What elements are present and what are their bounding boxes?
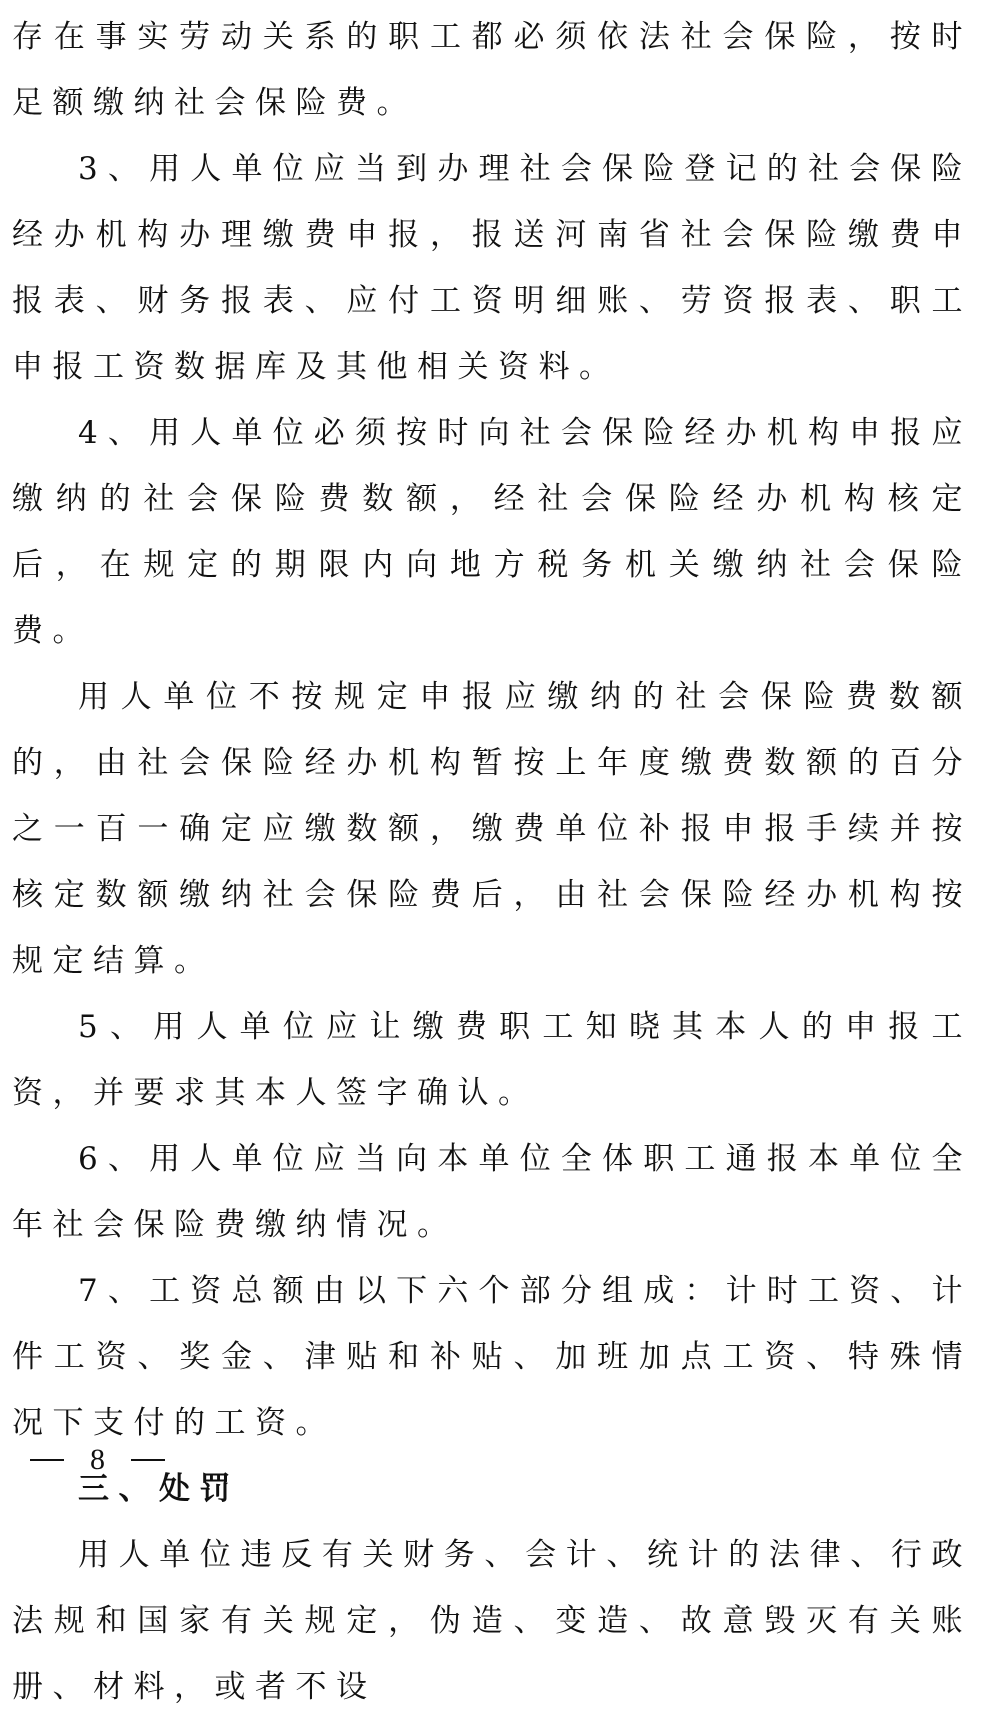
body-paragraph: 存在事实劳动关系的职工都必须依法社会保险，按时足额缴纳社会保险费。 [12, 19, 972, 121]
page-footer [30, 1440, 165, 1480]
body-paragraph: 4、用人单位必须按时向社会保险经办机构申报应缴纳的社会保险费数额，经社会保险经办机构核定后，在规定的期限内向地方税务机关缴纳社会保险费。 [12, 415, 972, 649]
page-number: 8 [90, 1443, 105, 1476]
body-paragraph: 6、用人单位应当向本单位全体职工通报本单位全年社会保险费缴纳情况。 [12, 1141, 972, 1243]
body-paragraph: 用人单位不按规定申报应缴纳的社会保险费数额的，由社会保险经办机构暂按上年度缴费数额的百分之一百一确定应缴数额，缴费单位补报申报手续并按核定数额缴纳社会保险费后，由社会保险经办机构按规定结算。 [12, 679, 972, 979]
footer-dash-right [131, 1459, 165, 1461]
body-paragraph: 5、用人单位应让缴费职工知晓其本人的申报工资，并要求其本人签字确认。 [12, 1009, 972, 1111]
footer-dash-left [30, 1459, 64, 1461]
body-paragraph: 用人单位违反有关财务、会计、统计的法律、行政法规和国家有关规定，伪造、变造、故意毁灭有关账册、材料，或者不设 [12, 1537, 972, 1705]
section-heading: 三、处罚 [78, 1471, 240, 1507]
body-paragraph: 3、用人单位应当到办理社会保险登记的社会保险经办机构办理缴费申报，报送河南省社会保险缴费申报表、财务报表、应付工资明细账、劳资报表、职工申报工资数据库及其他相关资料。 [12, 151, 972, 385]
body-paragraph: 7、工资总额由以下六个部分组成：计时工资、计件工资、奖金、津贴和补贴、加班加点工资、特殊情况下支付的工资。 [12, 1273, 972, 1441]
